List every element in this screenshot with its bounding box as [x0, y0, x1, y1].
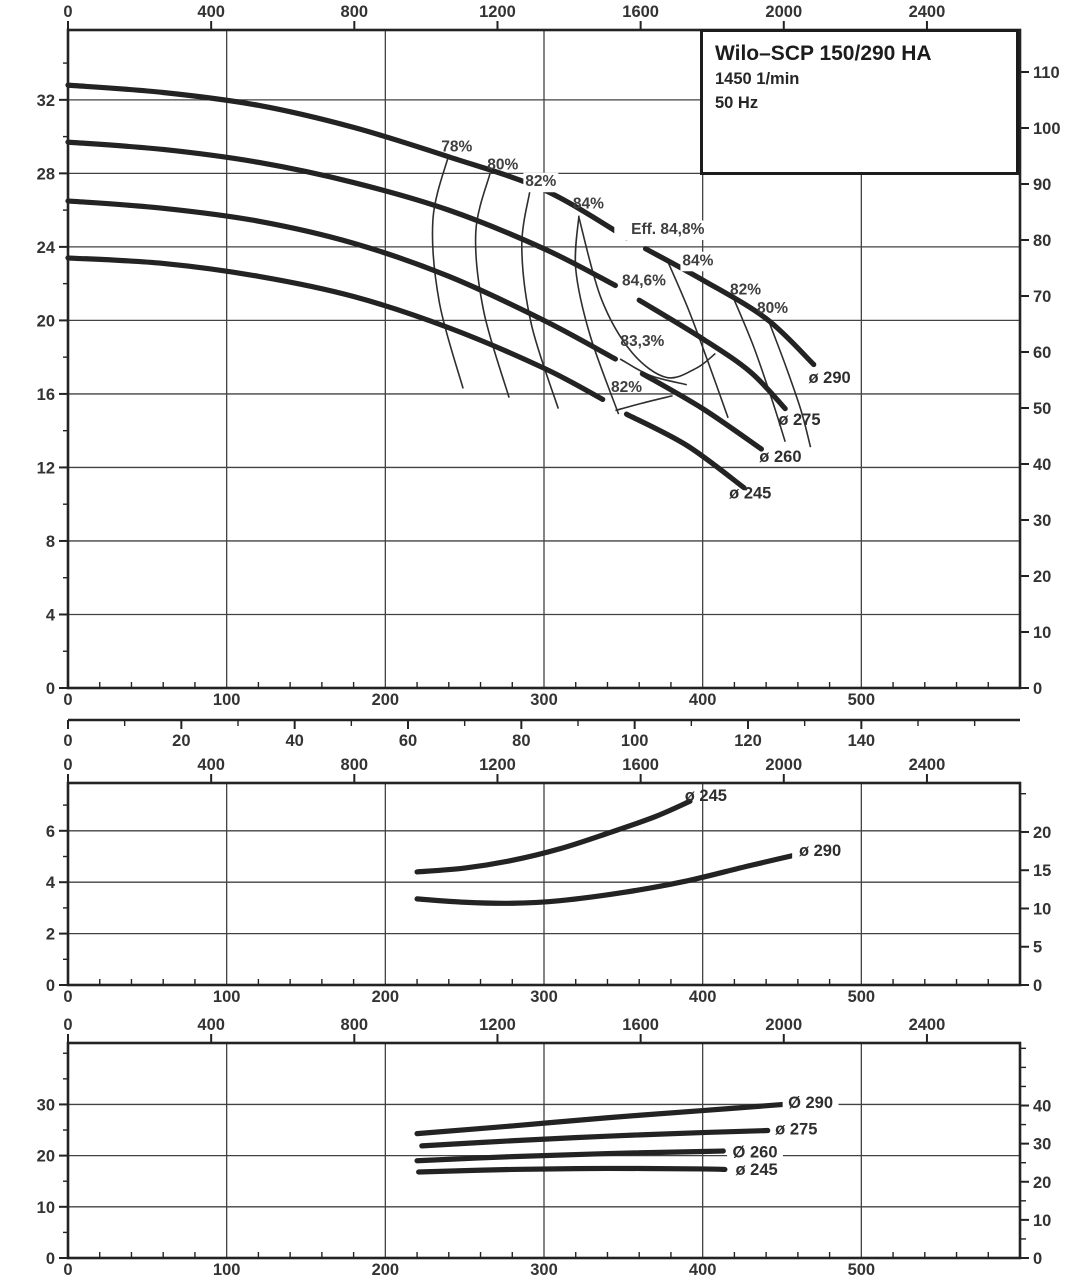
tick-label-left: 28: [36, 165, 55, 184]
tick-label-bottom: 200: [371, 691, 400, 709]
tick-label-bottom: 100: [212, 691, 241, 709]
tick-label-right: 5: [1033, 938, 1043, 957]
efficiency-contour-eff-80: [476, 173, 510, 397]
tick-label-bottom: 100: [212, 988, 241, 1006]
tick-label-bottom: 500: [847, 1261, 876, 1279]
tick-label-top: 800: [340, 756, 369, 774]
tick-label-top: 1200: [479, 756, 516, 774]
annotation-label: 84,6%: [621, 272, 666, 290]
efficiency-label: 78%: [441, 138, 473, 156]
tick-label-ls: 60: [398, 732, 418, 750]
tick-label-ls: 20: [172, 732, 191, 750]
annotation-label: 82%: [610, 379, 643, 397]
tick-label-top: 0: [63, 3, 73, 21]
tick-label-right: 70: [1033, 288, 1052, 306]
tick-label-right: 20: [1033, 823, 1052, 842]
curve-290: [68, 85, 627, 238]
tick-label-left: 6: [45, 822, 55, 841]
tick-label-top: 2400: [908, 756, 946, 774]
tick-label-left: 20: [36, 1147, 55, 1166]
tick-label-top: 0: [63, 756, 73, 774]
tick-label-top: 2000: [765, 1016, 803, 1034]
efficiency-label: 82%: [525, 173, 557, 191]
curve-label-260: Ø 260: [732, 1143, 778, 1162]
tick-label-left: 24: [36, 238, 55, 257]
tick-label-right: 20: [1033, 568, 1052, 586]
efficiency-contour-eff-82r: [733, 297, 785, 442]
tick-label-left: 32: [36, 91, 55, 110]
tick-label-bottom: 200: [371, 1261, 400, 1279]
curve-245: [417, 801, 690, 872]
tick-label-right: 30: [1033, 1135, 1052, 1154]
tick-label-right: 10: [1033, 624, 1052, 642]
pump-frequency: 50 Hz: [715, 93, 759, 112]
tick-label-top: 1600: [622, 756, 659, 774]
curve-label-290: ø 290: [798, 841, 842, 860]
tick-label-top: 400: [197, 756, 225, 774]
tick-label-top: 1200: [479, 3, 516, 21]
tick-label-bottom: 400: [688, 691, 717, 709]
tick-label-right: 40: [1033, 1097, 1052, 1116]
tick-label-top: 1600: [622, 3, 659, 21]
annotation-label: 83,3%: [620, 333, 665, 351]
annotation-label: Eff. 84,8%: [631, 221, 705, 239]
tick-label-left: 0: [45, 680, 55, 698]
tick-label-top: 400: [197, 3, 225, 21]
tick-label-bottom: 200: [371, 988, 400, 1006]
curve-label-290: Ø 290: [788, 1094, 834, 1113]
tick-label-bottom: 400: [688, 1261, 717, 1279]
curve-290: [417, 850, 817, 903]
efficiency-label: 84%: [682, 252, 714, 270]
tick-label-bottom: 100: [212, 1261, 241, 1279]
curve-245: [68, 258, 603, 400]
tick-label-ls: 40: [285, 732, 304, 750]
tick-label-top: 2400: [908, 1016, 946, 1034]
tick-label-right: 60: [1033, 344, 1052, 362]
efficiency-label: 80%: [487, 156, 519, 174]
tick-label-top: 1200: [479, 1016, 516, 1034]
curve-260: [642, 374, 761, 449]
tick-label-left: 12: [36, 459, 55, 478]
tick-label-right: 20: [1033, 1173, 1052, 1192]
tick-label-top: 800: [340, 1016, 369, 1034]
tick-label-left: 0: [45, 977, 55, 995]
tick-label-bottom: 500: [847, 691, 876, 709]
curve-label-245: ø 245: [735, 1161, 778, 1180]
tick-label-ls: 0: [63, 732, 73, 750]
pump-model: Wilo–SCP 150/290 HA: [715, 42, 932, 65]
tick-label-left: 10: [36, 1198, 55, 1217]
tick-label-top: 2000: [765, 3, 803, 21]
curve-260: [68, 201, 615, 359]
chart-npsh: [46, 756, 1052, 1006]
tick-label-left: 16: [36, 385, 55, 404]
tick-label-top: 2400: [908, 3, 946, 21]
tick-label-left: 4: [45, 606, 55, 625]
curve-label-290: ø 290: [808, 368, 851, 387]
curve-label-275: ø 275: [775, 1120, 818, 1139]
tick-label-right: 0: [1033, 680, 1043, 698]
tick-label-right: 10: [1033, 900, 1052, 919]
tick-label-right: 0: [1033, 977, 1043, 995]
tick-label-left: 30: [36, 1096, 55, 1115]
tick-label-top: 1600: [622, 1016, 659, 1034]
tick-label-left: 4: [45, 874, 55, 893]
tick-label-ls: 80: [512, 732, 531, 750]
efficiency-label: 82%: [729, 281, 762, 299]
tick-label-right: 90: [1033, 176, 1052, 194]
tick-label-top: 800: [340, 3, 369, 21]
tick-label-ls: 140: [847, 732, 876, 750]
tick-label-bottom: 500: [847, 988, 876, 1006]
tick-label-bottom: 300: [530, 691, 558, 709]
tick-label-right: 10: [1033, 1211, 1052, 1230]
curve-290: [646, 249, 814, 365]
curve-245: [419, 1168, 725, 1172]
curve-label-245: ø 245: [729, 484, 772, 503]
tick-label-left: 20: [36, 312, 55, 331]
efficiency-contour-conn-82: [615, 396, 672, 411]
curve-label-275: ø 275: [778, 411, 821, 430]
tick-label-left: 2: [45, 925, 55, 944]
tick-label-bottom: 300: [530, 1261, 558, 1279]
curve-label-260: ø 260: [759, 447, 802, 466]
tick-label-right: 0: [1033, 1250, 1043, 1268]
tick-label-right: 50: [1033, 400, 1052, 418]
tick-label-bottom: 0: [63, 691, 73, 709]
curve-275: [422, 1131, 768, 1146]
tick-label-bottom: 400: [688, 988, 717, 1006]
tick-label-bottom: 0: [63, 1261, 73, 1279]
pump-speed: 1450 1/min: [715, 70, 800, 89]
efficiency-label: 80%: [756, 300, 788, 318]
chart-power: [37, 1016, 1052, 1279]
efficiency-contour-eff-82: [522, 192, 559, 409]
tick-label-right: 110: [1033, 64, 1060, 82]
tick-label-right: 30: [1033, 512, 1052, 530]
tick-label-ls: 100: [620, 732, 649, 750]
title-box: [700, 29, 1019, 175]
tick-label-left: 8: [45, 532, 55, 551]
tick-label-ls: 120: [734, 732, 762, 750]
tick-label-bottom: 0: [63, 988, 73, 1006]
efficiency-contour-bep-oval: [579, 217, 715, 377]
tick-label-bottom: 300: [530, 988, 558, 1006]
tick-label-top: 0: [63, 1016, 73, 1034]
tick-label-top: 2000: [765, 756, 803, 774]
efficiency-label: 84%: [572, 195, 604, 213]
tick-label-right: 15: [1033, 862, 1052, 881]
tick-label-right: 40: [1033, 456, 1052, 474]
tick-label-right: 80: [1033, 232, 1052, 250]
curve-label-245: ø 245: [684, 786, 727, 805]
tick-label-left: 0: [45, 1250, 55, 1268]
tick-label-right: 100: [1033, 120, 1061, 138]
tick-label-top: 400: [197, 1016, 225, 1034]
